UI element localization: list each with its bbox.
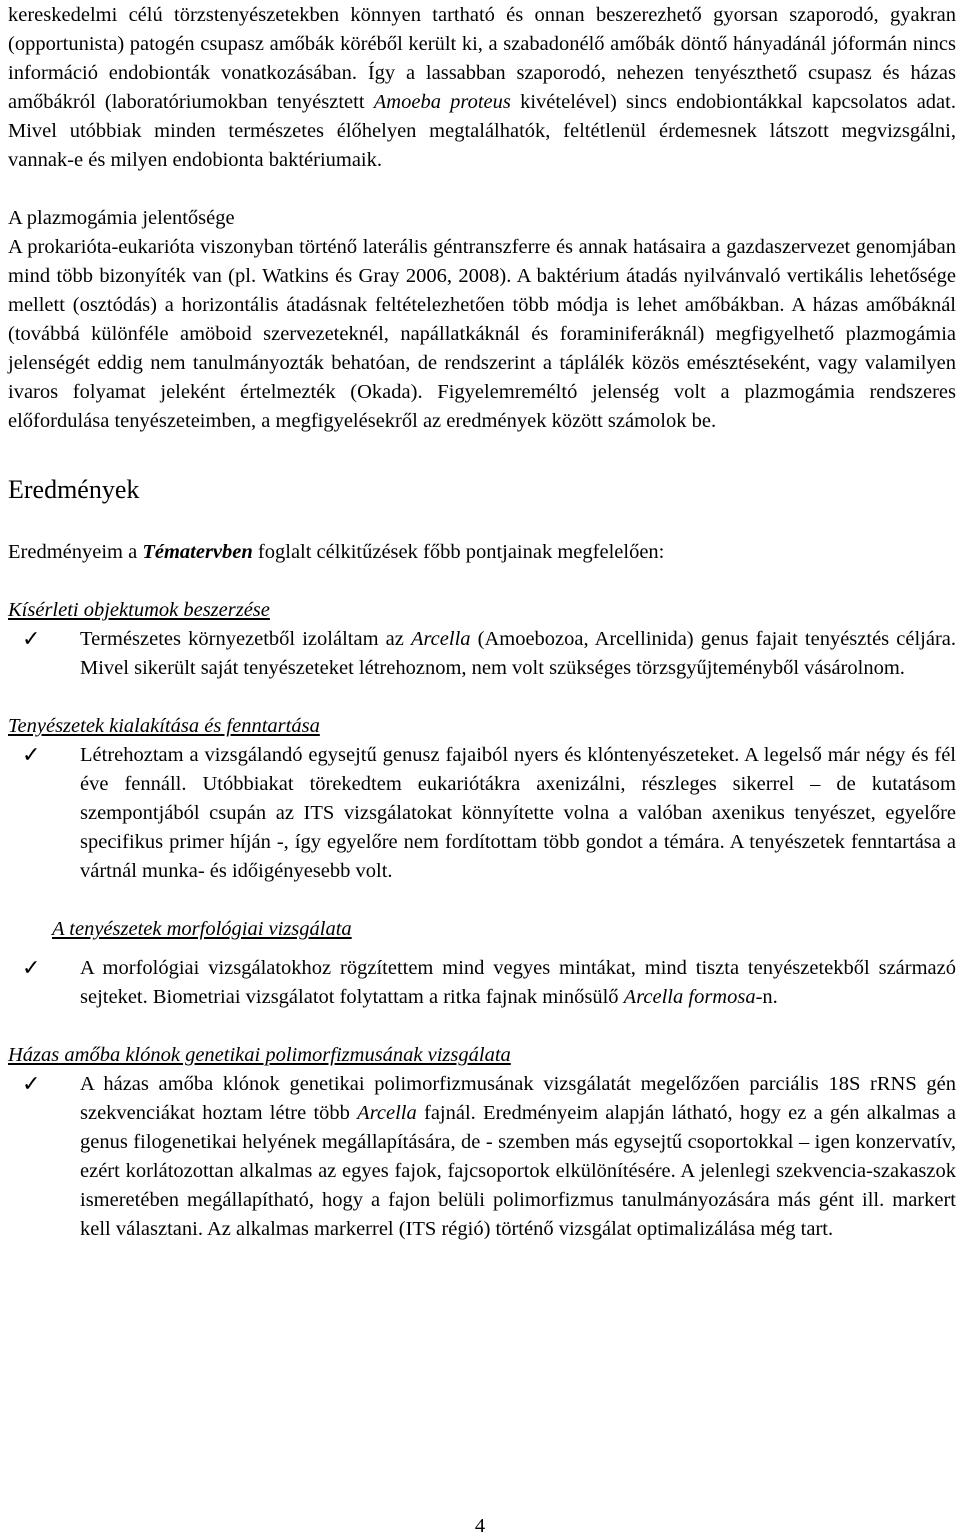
intro-text-rest: kivételével) sincs endobiontákkal kapcsolatos adat. Mivel utóbbiak minden természetes élőhelyen megtalálhatók, feltétlenül érdemesnek látszott megvizsgálni, vannak-e és milyen endobionta baktériumaik. xyxy=(8,91,956,171)
checkmark-icon: ✓ xyxy=(22,956,41,981)
species-name: Amoeba proteus xyxy=(373,91,511,113)
checkmark-icon: ✓ xyxy=(22,743,41,768)
intro-paragraph xyxy=(8,1,956,175)
list-item-cultures: ✓ Létrehoztam a vizsgálandó egysejtű genusz fajaiból nyers és klóntenyészeteket. A legelső már négy és fél éve fennáll. Utóbbiakat törekedtem eukariótákra axenizálni, részleges sikerrel – de kutatásom szempontjából csupán az ITS vizsgálatokat könnyítette volna a valóban axenikus tenyészet, egyelőre specifikus primer híján -, így egyelőre nem fordítottam több gondot a témára. A tenyészetek fenntartása a vártnál munka- és időigényesebb volt. xyxy=(22,743,956,882)
section-title-objects: Kísérleti objektumok beszerzése xyxy=(8,599,270,621)
section-title-morphology: A tenyészetek morfológiai vizsgálata xyxy=(52,918,352,940)
checkmark-icon: ✓ xyxy=(22,627,41,652)
list-item-morphology: ✓ A morfológiai vizsgálatokhoz rögzítettem mind vegyes mintákat, mind tiszta tenyészetekből származó sejteket. Biometriai vizsgálatot folytattam a ritka fajnak minősülő Arcella formosa-n. xyxy=(22,956,956,1008)
list-item-genetics: ✓ A házas amőba klónok genetikai polimorfizmusának vizsgálatát megelőzően parciális 18S rRNS gén szekvenciákat hoztam létre több Arcella fajnál. Eredményeim alapján látható, hogy ez a gén alkalmas a genus filogenetikai helyének megállapítására, de - szemben más egysejtű csoportokkal – igen konzervatív, ezért korlátozottan alkalmas az egyes fajok, fajcsoportok elkülönítésére. A jelenlegi szekvencia-szakaszok ismeretében megállapítható, hogy a fajon belüli polimorfizmus tanulmányozására más gént ill. markert kell választani. Az alkalmas markerrel (ITS régió) történő vizsgálat optimalizálása még tart. xyxy=(22,1072,956,1240)
plasmogamy-title: A plazmogámia jelentősége xyxy=(8,207,235,229)
species-name-formosa: Arcella formosa xyxy=(623,986,756,1008)
plan-title: Tématervben xyxy=(142,541,253,563)
section-title-genetics: Házas amőba klónok genetikai polimorfizmusának vizsgálata xyxy=(8,1044,511,1066)
checkmark-icon: ✓ xyxy=(22,1072,41,1097)
document-page xyxy=(8,0,956,1244)
page-number: 4 xyxy=(474,1515,486,1537)
list-item-objects: ✓ Természetes környezetből izoláltam az Arcella (Amoebozoa, Arcellinida) genus fajait tenyésztés céljára. Mivel sikerült saját tenyészeteket létrehoznom, nem volt szükséges törzsgyűjteményből vásárolnom. xyxy=(22,627,956,679)
results-heading: Eredmények xyxy=(8,475,140,504)
results-intro: Eredményeim a Tématervben foglalt célkitűzések főbb pontjainak megfelelően: xyxy=(8,541,665,563)
plasmogamy-paragraph: A prokarióta-eukarióta viszonyban történő laterális géntranszferre és annak hatásaira a gazdaszervezet genomjában mind több bizonyíték van (pl. Watkins és Gray 2006, 2008). A baktérium átadás nyilvánvaló vertikális lehetősége mellett (osztódás) a horizontális átadásnak feltételezhetően több módja is lehet amőbákban. A házas amőbáknál (továbbá különféle amöboid szervezeteknél, napállatkáknál és foraminiferáknál) megfigyelhető plazmogámia jelenségét eddig nem tanulmányozták behatóan, de rendszerint a táplálék közös emésztéseként, vagy valamilyen ivaros folyamat jeleként értelmezték (Okada). Figyelemreméltó jelenség volt a plazmogámia rendszeres előfordulása tenyészeteimben, a megfigyelésekről az eredmények között számolok be. xyxy=(8,236,956,432)
intro-text: kereskedelmi célú törzstenyészetekben könnyen tartható és onnan beszerezhető gyorsan szaporodó, gyakran (opportunista) patogén csupasz amőbák köréből került ki, a szabadonélő amőbák döntő hányadánál jóformán nincs információ endobionták vonatkozásában. Így a lassabban szaporodó, nehezen tenyészthető csupasz és házas amőbákról (laboratóriumokban tenyésztett xyxy=(8,4,956,113)
genus-name: Arcella xyxy=(410,628,471,650)
genus-name-arcella: Arcella xyxy=(357,1102,417,1124)
section-title-cultures: Tenyészetek kialakítása és fenntartása xyxy=(8,715,320,737)
